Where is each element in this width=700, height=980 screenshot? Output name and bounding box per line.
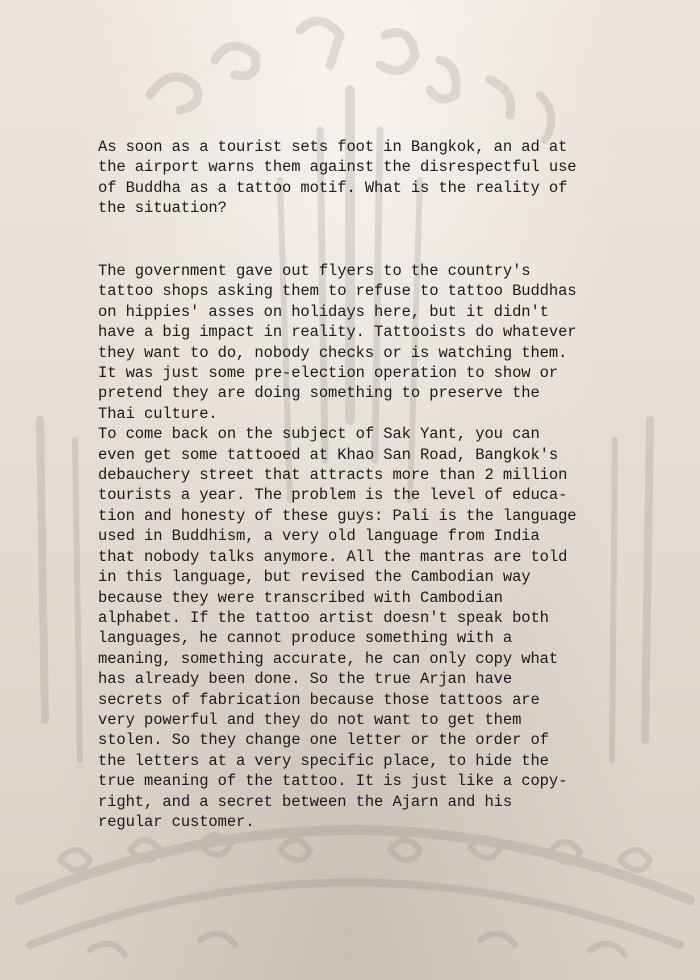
question-paragraph: As soon as a tourist sets foot in Bangkok, an ad at the airport warns them against the disrespectful use of Buddha as a tattoo motif. What is the reality of the situation? [98, 138, 577, 218]
answer-paragraph-2: To come back on the subject of Sak Yant, you can even get some tattooed at Khao San Road, Bangkok's debauchery street that attracts more than 2 million tourists a year. The problem is the level of educa- tion and honesty of these guys: Pali is the language used in Buddhism, a very old language from India that nobody talks anymore. All the mantras are told in this language, but revised the Cambodian way because they were transcribed with Cambodian alphabet. If the tattoo artist doesn't speak both languages, he cannot produce something with a meaning, something accurate, he can only copy what has already been done. So the true Arjan have secrets of fabrication because those tattoos are very powerful and they do not want to get them stolen. So they change one letter or the order of the letters at a very specific place, to hide the true meaning of the tattoo. It is just like a copy- right, and a secret between the Ajarn and his regular customer. [98, 425, 577, 831]
answer-paragraph-1: The government gave out flyers to the country's tattoo shops asking them to refuse to tattoo Buddhas on hippies' asses on holidays here, but it didn't have a big impact in reality. Tattooists do whatever they want to do, nobody checks or is watching them. It was just some pre-election operation to show or pretend they are doing something to preserve the Thai culture. [98, 262, 577, 423]
answer-text [98, 261, 658, 832]
question-text [98, 137, 658, 219]
